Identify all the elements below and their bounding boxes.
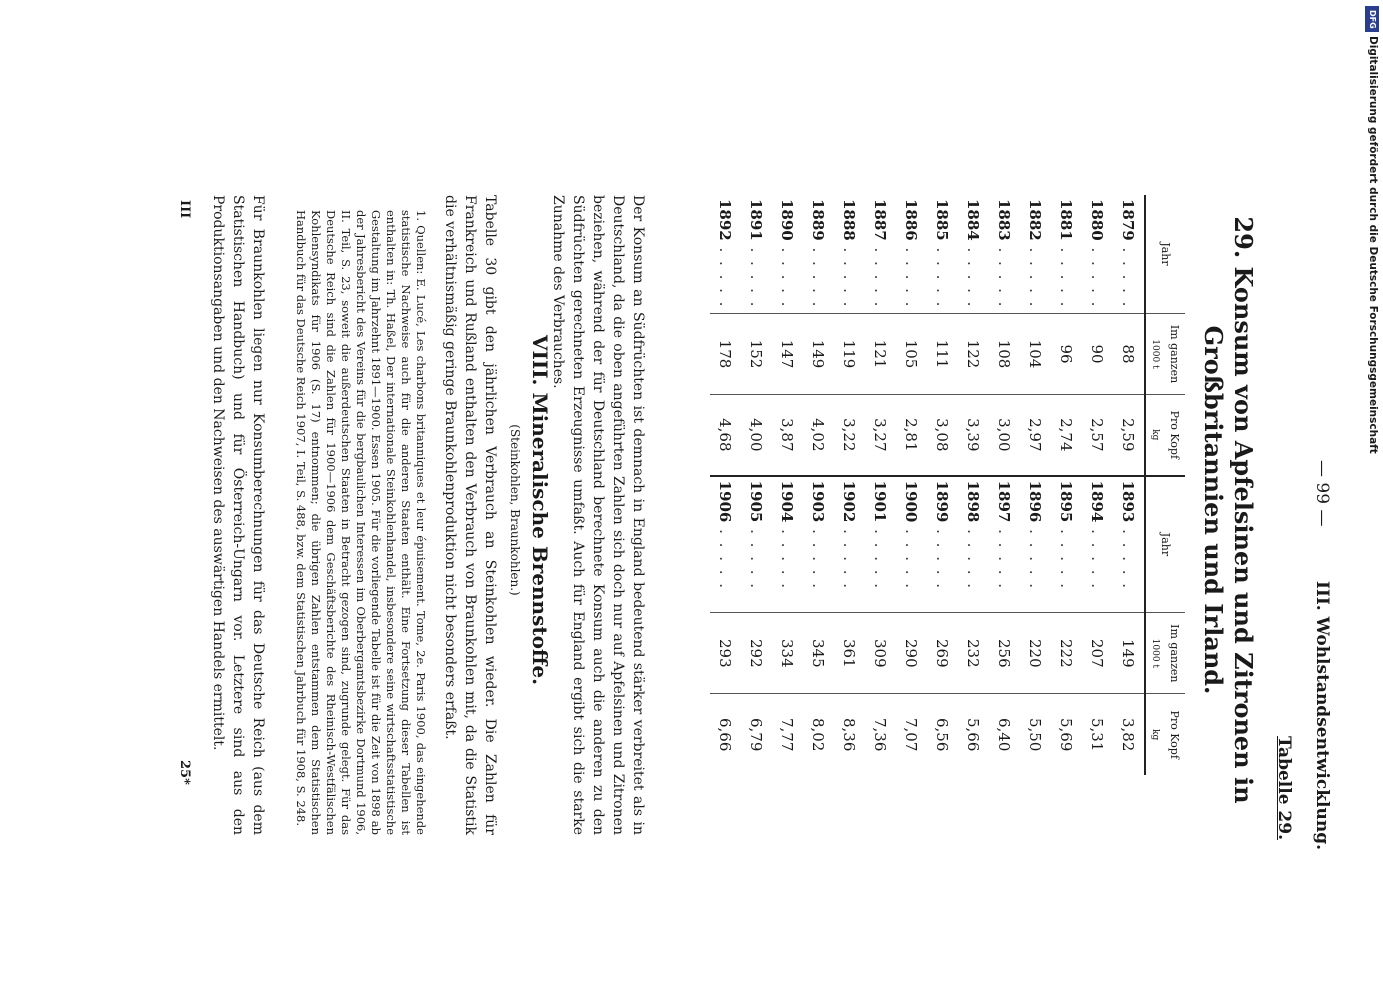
per-capita-cell bbox=[927, 694, 958, 775]
year-cell-value: 1900 bbox=[902, 480, 921, 523]
year-cell-value: 1888 bbox=[840, 199, 859, 241]
leader-dots: . . . . . bbox=[778, 522, 797, 591]
per-capita-cell bbox=[772, 694, 803, 775]
total-cell bbox=[772, 613, 803, 694]
leader-dots: . . . . . bbox=[778, 240, 797, 309]
per-capita-cell bbox=[772, 395, 803, 476]
per-capita-cell-value: 7,36 bbox=[871, 717, 890, 752]
per-capita-cell-value: 2,97 bbox=[1026, 418, 1045, 452]
header-im-ganzen-label: Im ganzen bbox=[1168, 624, 1181, 683]
total-cell bbox=[927, 313, 958, 394]
per-capita-cell bbox=[741, 395, 772, 476]
total-cell-value: 334 bbox=[778, 639, 797, 668]
total-cell bbox=[989, 313, 1020, 394]
per-capita-cell bbox=[896, 694, 927, 775]
total-cell bbox=[1020, 613, 1051, 694]
year-cell bbox=[834, 195, 865, 313]
total-cell bbox=[1082, 313, 1113, 394]
year-cell bbox=[803, 195, 834, 313]
year-cell-value: 1883 bbox=[995, 199, 1014, 241]
rotated-page bbox=[100, 160, 1340, 860]
leader-dots: . . . . . bbox=[964, 240, 983, 309]
paragraph-braunkohlen: Für Braunkohlen liegen nur Konsumberechnungen für das Deutsche Reich (aus dem Statistischen Handbuch) und für Österreich-Ungarn vor. Letztere sind aus den Produktionsangaben und den Nachweisen des auswärtigen Handels ermittelt. bbox=[210, 195, 266, 835]
per-capita-cell bbox=[927, 395, 958, 476]
header-pro-kopf-label: Pro Kopf bbox=[1168, 410, 1181, 460]
total-cell-value: 361 bbox=[840, 639, 859, 668]
per-capita-cell bbox=[865, 694, 896, 775]
year-cell-value: 1904 bbox=[778, 480, 797, 523]
year-cell-value: 1897 bbox=[995, 480, 1014, 523]
year-cell bbox=[710, 476, 741, 613]
year-cell-value: 1884 bbox=[964, 199, 983, 241]
per-capita-cell bbox=[989, 694, 1020, 775]
year-cell-value: 1892 bbox=[716, 199, 735, 241]
leader-dots: . . . . . bbox=[933, 522, 952, 591]
leader-dots: . . . . . bbox=[1057, 240, 1076, 309]
table-row bbox=[1082, 195, 1113, 775]
year-cell bbox=[1113, 476, 1145, 613]
total-cell-value: 220 bbox=[1026, 639, 1045, 668]
total-cell-value: 90 bbox=[1088, 344, 1107, 364]
section-title: VIII. Mineralische Brennstoffe. bbox=[528, 334, 552, 686]
year-cell bbox=[772, 195, 803, 313]
page-number: — 99 — bbox=[1312, 460, 1332, 527]
per-capita-cell-value: 3,22 bbox=[840, 418, 859, 452]
year-cell bbox=[865, 195, 896, 313]
total-cell bbox=[896, 313, 927, 394]
total-cell bbox=[803, 313, 834, 394]
leader-dots: . . . . . bbox=[933, 240, 952, 309]
year-cell-value: 1889 bbox=[809, 199, 828, 241]
leader-dots: . . . . . bbox=[747, 522, 766, 591]
total-cell-value: 111 bbox=[933, 339, 952, 369]
total-cell-value: 149 bbox=[809, 339, 828, 369]
running-head bbox=[1292, 160, 1332, 860]
table-row bbox=[741, 195, 772, 775]
total-cell-value: 149 bbox=[1119, 639, 1138, 668]
data-table bbox=[655, 195, 1185, 775]
header-unit-kg: kg bbox=[1150, 429, 1160, 441]
year-cell-value: 1886 bbox=[902, 199, 921, 241]
table-header-row bbox=[1145, 195, 1185, 775]
total-cell bbox=[989, 613, 1020, 694]
leader-dots: . . . . . bbox=[716, 522, 735, 591]
total-cell-value: 147 bbox=[778, 339, 797, 369]
year-cell-value: 1887 bbox=[871, 199, 890, 241]
total-cell bbox=[896, 613, 927, 694]
per-capita-cell bbox=[1020, 694, 1051, 775]
table-row bbox=[1051, 195, 1082, 775]
leader-dots: . . . . . bbox=[1119, 240, 1138, 309]
total-cell-value: 293 bbox=[716, 639, 735, 668]
header-im-ganzen-label: Im ganzen bbox=[1168, 324, 1181, 384]
leader-dots: . . . . . bbox=[809, 240, 828, 309]
per-capita-cell bbox=[1051, 694, 1082, 775]
header-im-ganzen-right bbox=[1145, 613, 1185, 694]
per-capita-cell-value: 2,81 bbox=[902, 418, 921, 452]
table-row bbox=[834, 195, 865, 775]
total-cell bbox=[1113, 313, 1145, 394]
per-capita-cell-value: 6,40 bbox=[995, 717, 1014, 752]
per-capita-cell bbox=[1113, 395, 1145, 476]
year-cell bbox=[896, 195, 927, 313]
per-capita-cell-value: 6,66 bbox=[716, 717, 735, 752]
year-cell bbox=[834, 476, 865, 613]
per-capita-cell-value: 8,36 bbox=[840, 717, 859, 752]
total-cell bbox=[741, 313, 772, 394]
total-cell-value: 269 bbox=[933, 639, 952, 668]
paragraph-tabelle-30: Tabelle 30 gibt den jährlichen Verbrauch an Steinkohlen wieder. Die Zahlen für Frankreich und Rußland enthalten den Verbrauch von Braunkohlen mit, da die Statistik die verhältnismäßig geringe Braunkohlenproduktion nicht besonders erfaßt. bbox=[442, 195, 498, 835]
signature-left: III bbox=[177, 200, 192, 219]
total-cell-value: 290 bbox=[902, 639, 921, 668]
total-cell-value: 96 bbox=[1057, 344, 1076, 364]
year-cell-value: 1882 bbox=[1026, 199, 1045, 241]
per-capita-cell bbox=[710, 395, 741, 476]
header-pro-kopf-right bbox=[1145, 694, 1185, 775]
year-cell-value: 1903 bbox=[809, 480, 828, 523]
per-capita-cell-value: 5,66 bbox=[964, 717, 983, 752]
per-capita-cell bbox=[1113, 694, 1145, 775]
year-cell-value: 1896 bbox=[1026, 480, 1045, 523]
per-capita-cell-value: 4,68 bbox=[716, 418, 735, 452]
leader-dots: . . . . . bbox=[1088, 240, 1107, 309]
leader-dots: . . . . . bbox=[902, 522, 921, 591]
total-cell-value: 104 bbox=[1026, 339, 1045, 369]
per-capita-cell bbox=[1082, 694, 1113, 775]
leader-dots: . . . . . bbox=[902, 240, 921, 309]
table-row bbox=[1020, 195, 1051, 775]
per-capita-cell bbox=[1051, 395, 1082, 476]
table-row bbox=[803, 195, 834, 775]
leader-dots: . . . . . bbox=[995, 240, 1014, 309]
year-cell-value: 1890 bbox=[778, 199, 797, 241]
per-capita-cell-value: 2,74 bbox=[1057, 418, 1076, 452]
per-capita-cell-value: 3,00 bbox=[995, 418, 1014, 452]
table-title: 29. Konsum von Apfelsinen und Zitronen in Großbritannien und Irland. bbox=[1199, 216, 1258, 804]
year-cell bbox=[927, 195, 958, 313]
table-row bbox=[865, 195, 896, 775]
year-cell-value: 1885 bbox=[933, 199, 952, 241]
year-cell bbox=[1082, 476, 1113, 613]
total-cell-value: 121 bbox=[871, 339, 890, 369]
year-cell bbox=[803, 476, 834, 613]
table-row bbox=[958, 195, 989, 775]
paragraph-suedfruechte: Der Konsum an Südfrüchten ist demnach in England bedeutend stärker verbreitet als in Deutschland, da die oben angeführten Zahlen sich doch nur auf Apfelsinen und Zitronen beziehen, während der für Deutschland berechnete Konsum auch die anderen zu den Südfrüchten gerechneten Erzeugnisse umfaßt. Auch für England ergibt sich die starke Zunahme des Verbrauches. bbox=[550, 195, 646, 835]
total-cell-value: 178 bbox=[716, 339, 735, 369]
per-capita-cell bbox=[834, 694, 865, 775]
year-cell bbox=[1020, 195, 1051, 313]
per-capita-cell-value: 2,57 bbox=[1088, 418, 1107, 452]
year-cell-value: 1906 bbox=[716, 480, 735, 523]
per-capita-cell-value: 3,39 bbox=[964, 418, 983, 452]
leader-dots: . . . . . bbox=[871, 522, 890, 591]
total-cell bbox=[1020, 313, 1051, 394]
year-cell-value: 1899 bbox=[933, 480, 952, 523]
per-capita-cell-value: 5,69 bbox=[1057, 717, 1076, 752]
per-capita-cell bbox=[710, 694, 741, 775]
per-capita-cell-value: 7,07 bbox=[902, 717, 921, 752]
total-cell-value: 207 bbox=[1088, 639, 1107, 668]
total-cell-value: 122 bbox=[964, 339, 983, 369]
total-cell bbox=[834, 313, 865, 394]
dfg-logo: DFG bbox=[1365, 6, 1379, 32]
per-capita-cell-value: 5,31 bbox=[1088, 717, 1107, 752]
year-cell bbox=[989, 195, 1020, 313]
leader-dots: . . . . . bbox=[716, 240, 735, 309]
table-label: Tabelle 29. bbox=[1274, 736, 1294, 840]
year-cell bbox=[772, 476, 803, 613]
footnote-quellen: 1. Quellen: E. Lucé, Les charbons britanniques et leur épuisement. Tome, 2e. Paris 1900, das eingehende statistische Nachweise auch für die anderen Staaten enthält. Eine Fortsetzung dieser Tabellen ist enthalten in: Th. Haßel, Der internationale Steinkohlenhandel, insbesondere seine wirtschaftsstatistische Gestaltung im Jahrzehnt 1891—1900. Essen 1905. Für die vorliegende Tabelle ist für die Zeit von 1898 ab der Jahresbericht des Vereins für die bergbaulichen Interessen im Oberbergamtsbezirke Dortmund 1906, II. Teil, S. 23, soweit die außerdeutschen Staaten in Betracht gezogen sind, zugrunde gelegt. Für das Deutsche Reich sind die Zahlen für 1900—1906 dem Geschäftsberichte des Rheinisch-Westfälischen Kohlensyndikats für 1906 (S. 17) entnommen; die übrigen Zahlen entstammen dem Statistischen Handbuch für das Deutsche Reich 1907, I. Teil, S. 488, bzw. dem Statistischen Jahrbuch für 1908, S. 248. bbox=[294, 210, 428, 835]
per-capita-cell bbox=[741, 694, 772, 775]
year-cell bbox=[1051, 195, 1082, 313]
total-cell-value: 232 bbox=[964, 639, 983, 668]
per-capita-cell-value: 3,82 bbox=[1119, 717, 1138, 752]
total-cell bbox=[865, 613, 896, 694]
header-jahr-left: Jahr bbox=[1145, 195, 1185, 313]
total-cell bbox=[958, 613, 989, 694]
signature-right: 25* bbox=[177, 760, 192, 785]
total-cell bbox=[1051, 613, 1082, 694]
header-pro-kopf-left bbox=[1145, 395, 1185, 476]
year-cell bbox=[710, 195, 741, 313]
table-row bbox=[1113, 195, 1145, 775]
year-cell bbox=[927, 476, 958, 613]
total-cell bbox=[834, 613, 865, 694]
total-cell-value: 292 bbox=[747, 639, 766, 668]
per-capita-cell-value: 7,77 bbox=[778, 717, 797, 752]
per-capita-cell-value: 4,00 bbox=[747, 418, 766, 452]
total-cell bbox=[927, 613, 958, 694]
total-cell-value: 105 bbox=[902, 339, 921, 369]
per-capita-cell bbox=[803, 694, 834, 775]
per-capita-cell bbox=[958, 395, 989, 476]
leader-dots: . . . . . bbox=[1119, 522, 1138, 591]
year-cell bbox=[1082, 195, 1113, 313]
section-subtitle: (Steinkohlen, Braunkohlen.) bbox=[508, 424, 522, 596]
per-capita-cell-value: 3,27 bbox=[871, 418, 890, 452]
digitization-note: Digitalisierung gefördert durch die Deutsche Forschungsgemeinschaft bbox=[1367, 36, 1379, 454]
per-capita-cell bbox=[865, 395, 896, 476]
year-cell-value: 1898 bbox=[964, 480, 983, 523]
leader-dots: . . . . . bbox=[995, 522, 1014, 591]
year-cell bbox=[958, 195, 989, 313]
total-cell-value: 222 bbox=[1057, 639, 1076, 668]
year-cell bbox=[896, 476, 927, 613]
leader-dots: . . . . . bbox=[840, 240, 859, 309]
year-cell-value: 1881 bbox=[1057, 199, 1076, 241]
year-cell-value: 1893 bbox=[1119, 480, 1138, 523]
year-cell-value: 1894 bbox=[1088, 480, 1107, 523]
total-cell bbox=[710, 313, 741, 394]
total-cell bbox=[772, 313, 803, 394]
table-row bbox=[927, 195, 958, 775]
total-cell-value: 108 bbox=[995, 339, 1014, 369]
leader-dots: . . . . . bbox=[1026, 522, 1045, 591]
per-capita-cell-value: 6,56 bbox=[933, 717, 952, 752]
year-cell bbox=[989, 476, 1020, 613]
per-capita-cell bbox=[989, 395, 1020, 476]
table-row bbox=[989, 195, 1020, 775]
year-cell bbox=[958, 476, 989, 613]
header-jahr-right: Jahr bbox=[1145, 476, 1185, 613]
total-cell bbox=[1082, 613, 1113, 694]
header-pro-kopf-label: Pro Kopf bbox=[1168, 710, 1181, 759]
header-unit-t: 1000 t bbox=[1150, 339, 1160, 369]
total-cell bbox=[865, 313, 896, 394]
per-capita-cell bbox=[803, 395, 834, 476]
leader-dots: . . . . . bbox=[964, 522, 983, 591]
year-cell-value: 1902 bbox=[840, 480, 859, 523]
table-row bbox=[772, 195, 803, 775]
year-cell-value: 1891 bbox=[747, 199, 766, 241]
per-capita-cell-value: 8,02 bbox=[809, 717, 828, 752]
leader-dots: . . . . . bbox=[747, 240, 766, 309]
year-cell-value: 1879 bbox=[1119, 199, 1138, 241]
table-row bbox=[896, 195, 927, 775]
year-cell bbox=[741, 476, 772, 613]
digitization-strip bbox=[1365, 6, 1379, 996]
total-cell bbox=[741, 613, 772, 694]
header-unit-kg: kg bbox=[1150, 729, 1160, 741]
per-capita-cell-value: 5,50 bbox=[1026, 717, 1045, 752]
per-capita-cell-value: 6,79 bbox=[747, 717, 766, 752]
per-capita-cell-value: 2,59 bbox=[1119, 418, 1138, 452]
total-cell-value: 309 bbox=[871, 639, 890, 668]
total-cell-value: 256 bbox=[995, 639, 1014, 668]
leader-dots: . . . . . bbox=[1026, 240, 1045, 309]
year-cell bbox=[1113, 195, 1145, 313]
per-capita-cell-value: 4,02 bbox=[809, 418, 828, 452]
leader-dots: . . . . . bbox=[809, 522, 828, 591]
leader-dots: . . . . . bbox=[1057, 522, 1076, 591]
year-cell bbox=[865, 476, 896, 613]
per-capita-cell-value: 3,87 bbox=[778, 418, 797, 452]
leader-dots: . . . . . bbox=[1088, 522, 1107, 591]
year-cell-value: 1905 bbox=[747, 480, 766, 523]
leader-dots: . . . . . bbox=[871, 240, 890, 309]
per-capita-cell bbox=[1082, 395, 1113, 476]
per-capita-cell-value: 3,08 bbox=[933, 418, 952, 452]
header-im-ganzen-left bbox=[1145, 313, 1185, 394]
per-capita-cell bbox=[958, 694, 989, 775]
section-heading: III. Wohlstandsentwicklung. bbox=[1312, 580, 1332, 850]
total-cell bbox=[803, 613, 834, 694]
total-cell-value: 88 bbox=[1119, 344, 1138, 364]
total-cell-value: 345 bbox=[809, 639, 828, 668]
total-cell bbox=[958, 313, 989, 394]
year-cell-value: 1880 bbox=[1088, 199, 1107, 241]
total-cell-value: 119 bbox=[840, 339, 859, 369]
total-cell-value: 152 bbox=[747, 339, 766, 369]
per-capita-cell bbox=[834, 395, 865, 476]
total-cell bbox=[1051, 313, 1082, 394]
total-cell bbox=[710, 613, 741, 694]
header-unit-t: 1000 t bbox=[1150, 638, 1160, 669]
year-cell-value: 1901 bbox=[871, 480, 890, 523]
total-cell bbox=[1113, 613, 1145, 694]
year-cell bbox=[1020, 476, 1051, 613]
table-body bbox=[710, 195, 1145, 775]
leader-dots: . . . . . bbox=[840, 522, 859, 591]
per-capita-cell bbox=[1020, 395, 1051, 476]
year-cell bbox=[741, 195, 772, 313]
year-cell bbox=[1051, 476, 1082, 613]
table-row bbox=[710, 195, 741, 775]
year-cell-value: 1895 bbox=[1057, 480, 1076, 523]
per-capita-cell bbox=[896, 395, 927, 476]
